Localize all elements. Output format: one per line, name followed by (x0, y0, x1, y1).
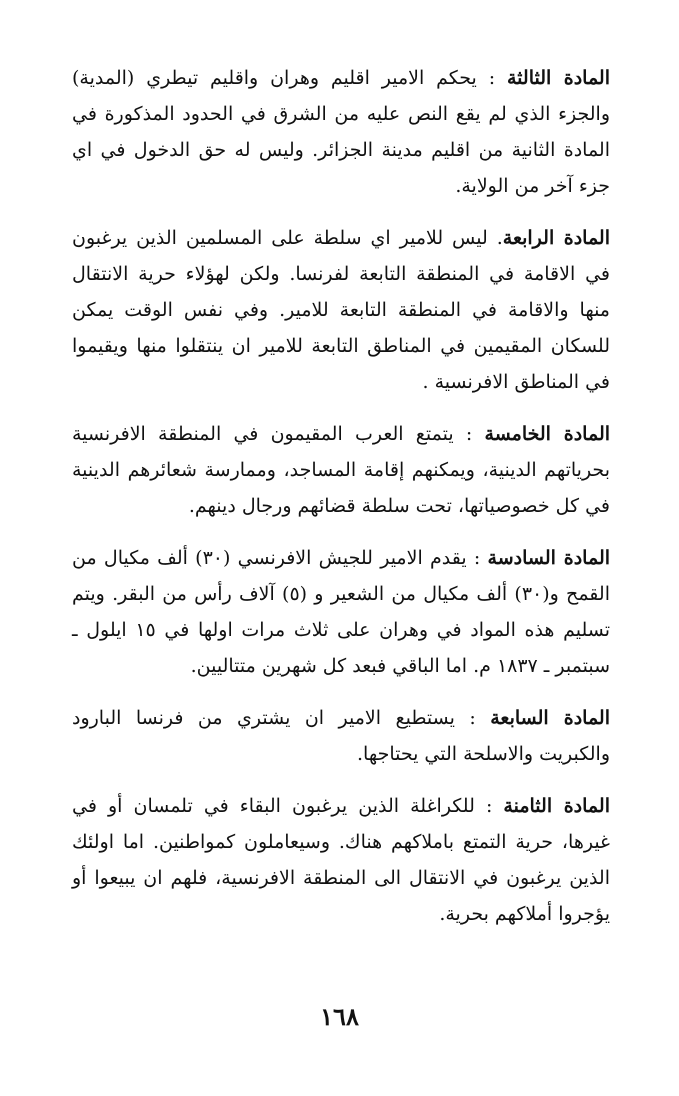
article-5 (72, 416, 610, 524)
article-8-label: المادة الثامنة (503, 795, 610, 817)
article-5-separator: : (453, 423, 485, 445)
article-8-text: للكراغلة الذين يرغبون البقاء في تلمسان أو في غيرها، حرية التمتع باملاكهم هناك. وسيعاملون كمواطنين. اما اولئك الذين يرغبون في الانتقال الى المنطقة الافرنسية، فلهم ان يبيعوا أو يؤجروا أملاكهم بحرية. (72, 795, 610, 925)
article-4-text: ليس للامير اي سلطة على المسلمين الذين يرغبون في الاقامة في المنطقة التابعة لفرنسا. ولكن لهؤلاء حرية الانتقال منها والاقامة في المنطقة التابعة للامير. وفي نفس الوقت يمكن للسكان المقيمين في المناطق التابعة للامير ان ينتقلوا منها ويقيموا في المناطق الافرنسية . (72, 227, 610, 393)
article-7-separator: : (454, 707, 491, 729)
article-4 (72, 220, 610, 400)
article-3 (72, 60, 610, 204)
article-7-text: يستطيع الامير ان يشتري من فرنسا البارود والكبريت والاسلحة التي يحتاجها. (72, 707, 610, 765)
article-8 (72, 788, 610, 932)
page-number: ١٦٨ (320, 1002, 359, 1031)
article-7 (72, 700, 610, 772)
article-4-separator: . (487, 227, 503, 249)
article-7-label: المادة السابعة (490, 707, 610, 729)
article-4-label: المادة الرابعة (502, 227, 610, 249)
article-6 (72, 540, 610, 684)
article-8-separator: : (474, 795, 504, 817)
article-6-text: يقدم الامير للجيش الافرنسي (٣٠) ألف مكيال من القمح و(٣٠) ألف مكيال من الشعير و (٥) آلاف رأس من البقر. ويتم تسليم هذه المواد في وهران على ثلاث مرات اولها في ١٥ ايلول ـ سبتمبر ـ ١٨٣٧ م. اما الباقي فبعد كل شهرين متتاليين. (72, 547, 611, 677)
article-5-text: يتمتع العرب المقيمون في المنطقة الافرنسية بحرياتهم الدينية، ويمكنهم إقامة المساجد، وممارسة شعائرهم الدينية في كل خصوصياتها، تحت سلطة قضائهم ورجال دينهم. (72, 423, 610, 517)
document-body (72, 60, 610, 948)
article-3-text: يحكم الامير اقليم وهران واقليم تيطري (المدية) والجزء الذي لم يقع النص عليه من الشرق في الحدود المذكورة في المادة الثانية من اقليم مدينة الجزائر. وليس له حق الدخول في اي جزء آخر من الولاية. (72, 67, 610, 197)
article-3-label: المادة الثالثة (507, 67, 611, 89)
article-6-label: المادة السادسة (487, 547, 611, 569)
article-5-label: المادة الخامسة (484, 423, 611, 445)
article-3-separator: : (476, 67, 507, 89)
article-6-separator: : (466, 547, 488, 569)
